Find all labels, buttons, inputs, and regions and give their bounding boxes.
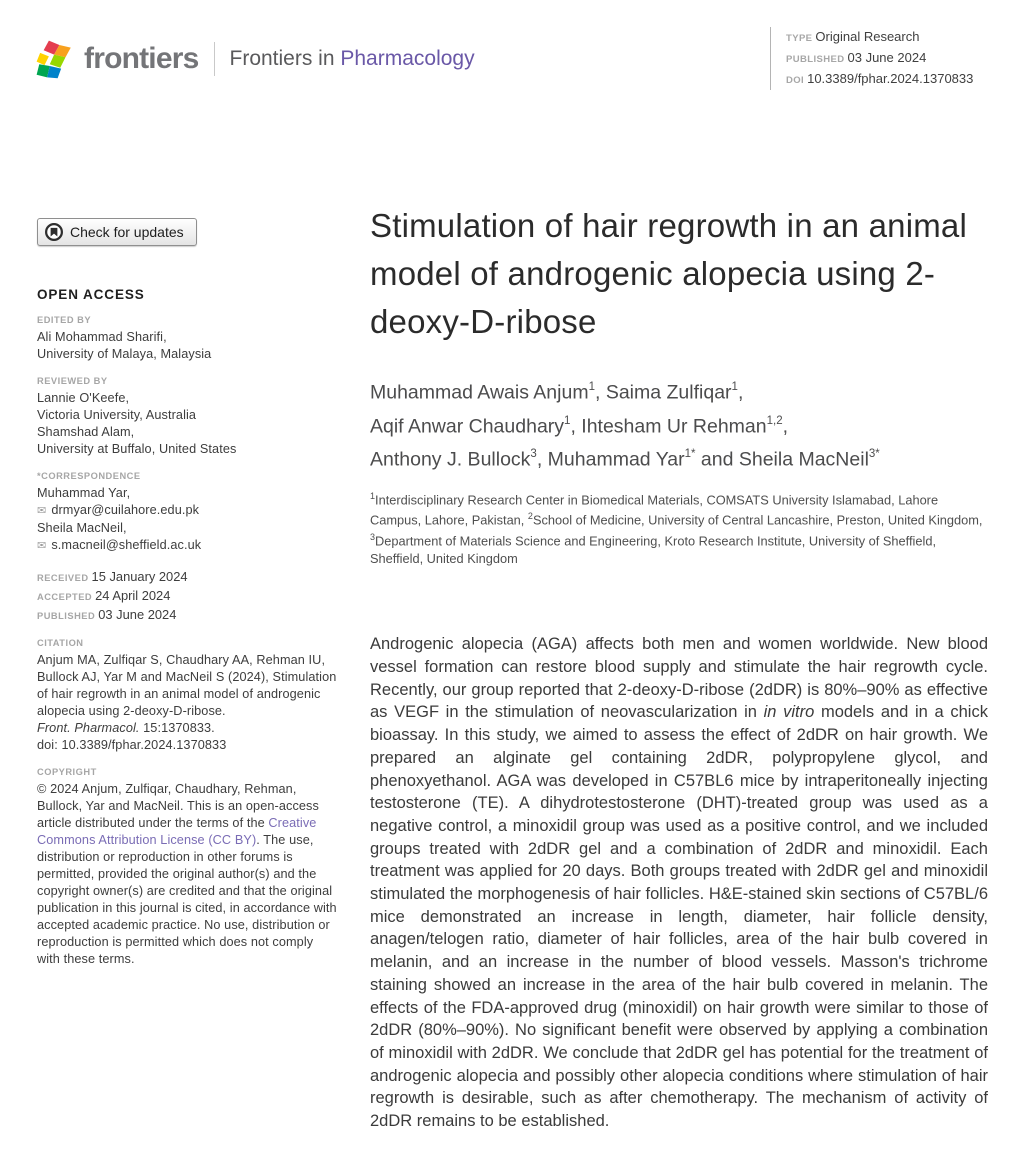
meta-doi-label: DOI (786, 75, 805, 86)
accepted-value: 24 April 2024 (95, 588, 171, 603)
reviewer-affiliation: University at Buffalo, United States (37, 442, 237, 456)
copyright-post: . The use, distribution or reproduction in other forums is permitted, provided the original author(s) and the copyright owner(s) are credited and that the original publication in this journal is cited, in accordance with accepted academic practice. No use, distribution or reproduction is permitted which does not comply with these terms. (37, 833, 337, 966)
email-link[interactable]: s.macneil@sheffield.ac.uk (51, 538, 202, 552)
citation-doi: doi: 10.3389/fphar.2024.1370833 (37, 738, 227, 752)
reviewer-name: Lannie O'Keefe, (37, 391, 130, 405)
author-name: Sheila MacNeil (738, 448, 869, 471)
author-separator: and (695, 448, 739, 471)
published-label: PUBLISHED (37, 611, 96, 621)
author-separator: , (737, 381, 744, 404)
affiliation-text: School of Medicine, University of Central Lancashire, Preston, United Kingdom, (532, 512, 983, 528)
received-value: 15 January 2024 (91, 569, 188, 584)
accepted-label: ACCEPTED (37, 592, 93, 602)
correspondent-email-row (37, 502, 337, 520)
meta-published-row (786, 48, 973, 69)
affiliations (370, 488, 988, 568)
copyright-text (37, 781, 337, 968)
author-affiliation-marker: 3 (530, 448, 537, 460)
check-for-updates-label: Check for updates (70, 224, 184, 240)
citation-body: Anjum MA, Zulfiqar S, Chaudhary AA, Rehman IU, Bullock AJ, Yar M and MacNeil S (2024), Stimulation of hair regrowth in an animal model of androgenic alopecia using 2-deoxy-D-ribose. (37, 653, 337, 718)
affiliation-text: Interdisciplinary Research Center in Biomedical Materials, COMSATS University Islamabad, Lahore Campus, Lahore, Pakistan, (370, 491, 939, 528)
envelope-icon: ✉ (37, 540, 47, 552)
check-for-updates-button[interactable] (37, 218, 197, 246)
author-name: Muhammad Yar (547, 448, 685, 471)
published-value: 03 June 2024 (98, 607, 177, 622)
copyright-label: COPYRIGHT (37, 767, 97, 777)
envelope-icon: ✉ (37, 505, 47, 517)
meta-type-label: TYPE (786, 33, 813, 44)
citation-text (37, 652, 337, 754)
meta-doi-value: 10.3389/fphar.2024.1370833 (807, 71, 974, 86)
abstract-part-1: Androgenic alopecia (AGA) affects both men and women worldwide. New blood vessel formation can restore blood supply and stimulate the hair regrowth cycle. Recently, our group reported that 2-deoxy-D-ribose (2dDR) is 80%–90% as effective as VEGF in the stimulation of neovascularization in (370, 635, 988, 722)
affiliation-marker: 1 (370, 490, 376, 501)
reviewer-affiliation: Victoria University, Australia (37, 408, 197, 422)
reviewed-by-section (37, 376, 337, 458)
author-separator: , (594, 381, 606, 404)
meta-type-row (786, 27, 973, 48)
affiliation-marker: 2 (527, 511, 533, 522)
author-line (370, 441, 988, 475)
received-row (37, 568, 337, 587)
edited-by-name: Ali Mohammad Sharifi, (37, 330, 167, 344)
journal-prefix: Frontiers in (229, 47, 335, 70)
author-name: Anthony J. Bullock (370, 448, 531, 471)
published-row (37, 606, 337, 625)
email-link[interactable]: drmyar@cuilahore.edu.pk (51, 503, 200, 517)
copyright-pre: © 2024 Anjum, Zulfiqar, Chaudhary, Rehman, Bullock, Yar and MacNeil. This is an open-access article distributed under the terms of the (37, 782, 319, 830)
cc-by-license-link[interactable]: Creative Commons Attribution License (CC BY) (37, 816, 317, 847)
frontiers-wordmark: frontiers (84, 42, 199, 75)
open-access-badge: OPEN ACCESS (37, 287, 145, 302)
author-separator: , (570, 415, 582, 437)
journal-name-link[interactable]: Pharmacology (340, 47, 475, 70)
accepted-row (37, 587, 337, 606)
correspondent-name: Muhammad Yar, (37, 486, 131, 500)
article-title: Stimulation of hair regrowth in an animal model of androgenic alopecia using 2-deoxy-D-ribose (370, 207, 967, 340)
correspondence-section (37, 471, 337, 555)
meta-published-label: PUBLISHED (786, 54, 845, 65)
meta-type-value: Original Research (815, 29, 920, 44)
author-separator: , (536, 448, 548, 471)
received-label: RECEIVED (37, 573, 89, 583)
meta-published-value: 03 June 2024 (847, 50, 927, 65)
abstract-part-2: models and in a chick bioassay. In this study, we aimed to assess the effect of 2dDR on hair growth. We prepared an alginate gel containing 2dDR, polypropylene glycol, and phenoxyethanol. AGA was developed in C57BL6 mice by intraperitoneally injecting testosterone (TE). A dihydrotestosterone (DHT)-treated group was used as a negative control, a minoxidil group was used as a positive control, and we included groups treated with 2dDR gel and a combination of 2dDR and minoxidil. Each treatment was applied for 20 days. Both groups treated with 2dDR gel and minoxidil stimulated the morphogenesis of hair follicles. H&E-stained skin sections of C57BL/6 mice demonstrated an increase in length, diameter, hair follicle density, anagen/telogen ratio, diameter of hair follicles, area of the hair bulb covered in melanin, and an increase in the number of blood vessels. Masson's trichrome staining showed an increase in the area of the hair bulb covered in melanin. The effects of the FDA-approved drug (minoxidil) on hair growth were similar to those of 2dDR (80%–90%). No significant benefit were observed by applying a combination of minoxidil with 2dDR. We conclude that 2dDR gel has potential for the treatment of androgenic alopecia and possibly other alopecia conditions where stimulation of hair regrowth is desirable, such as after chemotherapy. The mechanism of activity of 2dDR remains to be established. (370, 703, 988, 1131)
citation-label: CITATION (37, 638, 84, 648)
author-line (370, 374, 988, 408)
journal-line (230, 47, 475, 71)
citation-journal-line (37, 720, 337, 737)
abstract-italic: in vitro (763, 703, 815, 722)
author-line (370, 408, 988, 442)
meta-doi-row (786, 69, 973, 90)
citation-section (37, 638, 337, 754)
author-list (370, 374, 988, 475)
abstract (370, 633, 988, 1132)
author-affiliation-marker: 1 (588, 381, 595, 393)
citation-volume: 15:1370833. (139, 721, 215, 735)
edited-by-section (37, 315, 337, 363)
article-main (370, 202, 988, 1133)
correspondent-name: Sheila MacNeil, (37, 521, 127, 535)
article-meta-block (770, 27, 973, 90)
sidebar (37, 218, 337, 968)
reviewer-name: Shamshad Alam, (37, 425, 135, 439)
author-affiliation-marker: 1,2 (766, 414, 783, 427)
frontiers-logo-icon (34, 38, 76, 80)
reviewed-by-label: REVIEWED BY (37, 376, 108, 386)
citation-journal: Front. Pharmacol. (37, 721, 140, 735)
edited-by-affiliation: University of Malaya, Malaysia (37, 347, 212, 361)
author-affiliation-marker: 1* (684, 448, 696, 460)
author-name: Aqif Anwar Chaudhary (370, 415, 565, 437)
masthead (34, 38, 475, 80)
correspondence-label: *CORRESPONDENCE (37, 471, 141, 481)
crossmark-icon (45, 223, 63, 241)
copyright-section (37, 767, 337, 968)
author-name: Saima Zulfiqar (605, 381, 732, 404)
author-name: Muhammad Awais Anjum (370, 381, 589, 404)
edited-by-label: EDITED BY (37, 315, 92, 325)
affiliation-marker: 3 (370, 532, 376, 543)
author-affiliation-marker: 1 (564, 414, 571, 427)
dates-section (37, 568, 337, 625)
author-name: Ihtesham Ur Rehman (581, 415, 767, 437)
correspondent-email-row (37, 537, 337, 555)
author-affiliation-marker: 1 (731, 381, 738, 393)
brand-divider (214, 42, 215, 76)
author-separator: , (782, 415, 789, 437)
affiliation-text: Department of Materials Science and Engineering, Kroto Research Institute, University of Sheffield, Sheffield, United Kingdom (370, 533, 936, 566)
author-affiliation-marker: 3* (868, 448, 880, 460)
